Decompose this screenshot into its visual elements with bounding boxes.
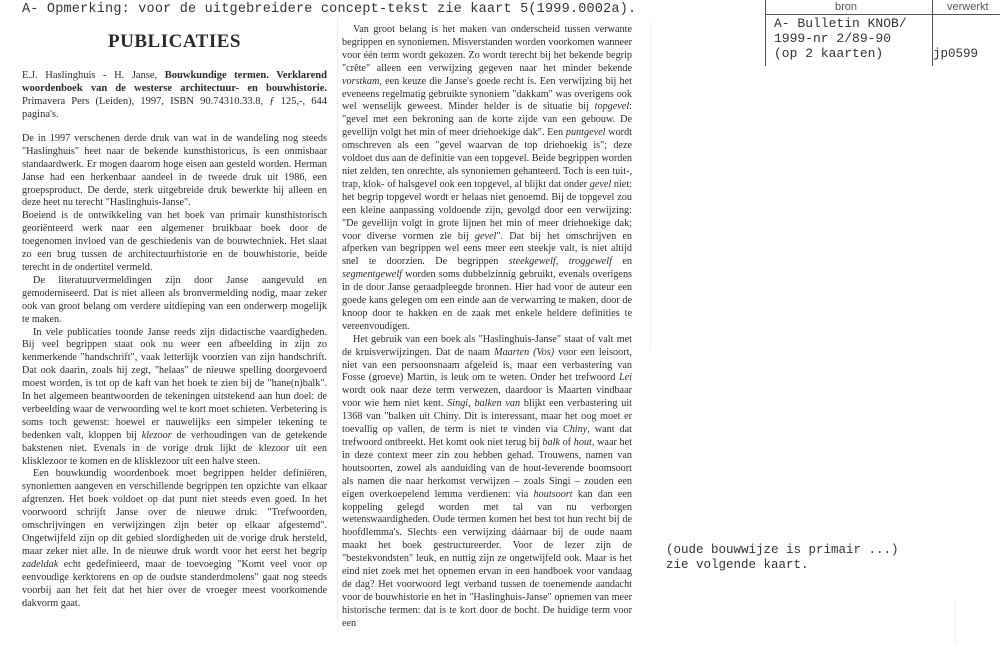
continuation-note <box>666 543 899 573</box>
paragraph-text: De in 1997 verschenen derde druk van wat in de wandeling nog steeds "Haslinghuis" heet naar de bekende kunsthistoricus, is een onmisbaar standaardwerk. Er mogen daarom hoge eisen aan gesteld worden. Herman Janse had een herkenbaar aandeel in de tweede druk uit 1986, een groepsproduct. De derde, sterk uitgebreide druk bewerkte hij alleen en deze heet nu terecht "Haslinghuis-Janse". <box>22 132 327 209</box>
card-edge <box>955 600 956 645</box>
paragraph-text: worden soms dubbelzinnig gebruikt, evenals overigens in de door Janse geraadpleegde bronnen. Hier had voor de auteur een goede kans gelegen om een einde aan de verwarring te maken, door de knoop door te hakken en de zaak met enkele heldere definities te vereenvoudigen. <box>342 269 632 332</box>
clipping-divider <box>337 18 338 620</box>
paragraph-text: kan dan een koppeling gelegd worden met tal van nu verborgen wetenswaardigheden. Oude termen komen het best tot hun recht bij de hoofdlemma's. Slechts een verwijzing dáárnaar bij de oude naam maakt het boek gestructureerder. Voor de lezer zijn de "bestekvondsten" leuk, en nuttig zijn ze ongetwijfeld ook. Maar is het eind niet zoek met het opnemen ervan in een handboek voor vandaag de dag? Het voorwoord legt verband tussen de toenemende aandacht voor de bouwhistorie en het in "Haslinghuis-Janse" opnemen van meer historische termen: dat is te kort door de bocht. De huidige term voor een <box>342 488 632 629</box>
paragraph-text: blijkt een verbastering uit 1368 van "balken uit Chiny. Dit is interessant, maar het oog moet er toevallig op vallen, de term is niet te vinden via <box>342 398 632 436</box>
column-header-verwerkt: verwerkt <box>947 1 989 13</box>
article-paragraph <box>22 468 327 610</box>
citation-price-pages: 125,-, 644 pagina's. <box>22 95 327 120</box>
processed-code: jp0599 <box>933 47 979 61</box>
source-line: 1999-nr 2/89-90 <box>774 31 892 46</box>
citation-currency: ƒ <box>269 95 275 107</box>
italic-term: vorstkam <box>342 75 380 87</box>
section-title: PUBLICATIES <box>108 31 241 52</box>
paragraph-text: Een bouwkundig woordenboek moet begrippen helder definiëren, synoniemen aangeven en verschillende begrippen ten opzichte van elkaar afgrenzen. Het boek voldoet op dat punt niet steeds even goed. In het voorwoord schrijft Janse over de nieuwe druk: "Trefwoorden, omschrijvingen en verwijzingen zijn beter op elkaar afgestemd". Ongetwijfeld zijn op dit gebied slordigheden uit de vorige druk hersteld, maar zeker niet alle. In de nieuwe druk wordt voor het eerst het begrip <box>22 468 327 557</box>
italic-term: Chiny <box>562 424 588 436</box>
citation-publisher: Primavera Pers (Leiden), 1997, ISBN 90.74310.33.8, <box>22 95 270 107</box>
article-column-middle <box>342 24 632 631</box>
paragraph-text: wordt omschreven als een "gevel waarvan de top driehoekig is"; deze voldoet dus aan de definitie van een topgevel. Beide begrippen worden niet zelden, ten onrechte, als synoniemen gehanteerd. Toch is een tuit-, trap, klok- of halsgevel ook een topgevel, al blijkt dat onder <box>342 127 632 190</box>
paragraph-text: , een keuze die Janse's goede recht is. Een verwijzing bij het eveneens regelmatig gebruikte synoniem "dakkam" was overigens ook wel wenselijk geweest. Minder helder is de situatie bij <box>342 75 632 113</box>
article-body-left <box>22 133 327 611</box>
source-reference <box>774 16 907 61</box>
source-line: A- Bulletin KNOB/ <box>774 16 907 31</box>
article-paragraph <box>342 334 632 631</box>
card-header-note: A- Opmerking: voor de uitgebreidere concept-tekst zie kaart 5(1999.0002a). <box>22 2 637 17</box>
article-column-left <box>22 30 327 610</box>
citation-authors: E.J. Haslinghuis - H. Janse, <box>22 69 165 81</box>
note-line: (oude bouwwijze is primair ...) <box>666 543 899 557</box>
paragraph-text: Boeiend is de ontwikkeling van het boek van primair kunsthistorisch georiënteerd werk naar een algemener bruikbaar boek door de toegenomen invloed van de geschiedenis van de bouwtechniek. Het slaat zo een brug tussen de architectuurhistorie en de bouwhistorie, beide terecht in de ondertitel vermeld. <box>22 210 327 273</box>
paragraph-text: echt gedefinieerd, maar de toevoeging "Komt veel voor op eenvoudige kerktorens en op de oudste standerdmolens" gaat nog steeds voorbij aan het feit dat het hier over de vroeger meest voorkomende dakvorm gaat. <box>22 558 327 609</box>
italic-term: steekgewelf, troggewelf <box>508 256 612 268</box>
italic-term: hout <box>573 437 592 448</box>
article-paragraph <box>22 133 327 210</box>
paragraph-text: De literatuurvermeldingen zijn door Janse aangevuld en gemoderniseerd. Dat is niet alleen als bronvermelding nodig, maar zeker ook van groot belang om verdere uitdieping van een onderwerp mogelijk te maken. <box>22 274 327 325</box>
paragraph-text: voor een leisoort, niet van een persoonsnaam afgeleid is, maar een verbastering van Fosse (groeve) Martin, is leuk om te weten. Onder het trefwoord <box>342 346 632 384</box>
italic-term: Singi, balken van <box>447 398 521 410</box>
paragraph-text: : "gevel met een bekroning aan de korte zijde van een gebouw. De gevellijn volgt het min of meer driehoekige dak". Een <box>342 101 632 139</box>
paragraph-text: Het gebruik van een boek als "Haslinghuis-Janse" staat of valt met de kruisverwijzingen. Dat de naam <box>342 333 632 358</box>
paragraph-text: Van groot belang is het maken van onderscheid tussen verwante begrippen en synoniemen. Misverstanden worden voorkomen wanneer voor één term wordt gekozen. Zo wordt terecht bij het bekende begrip "crête" alleen een verwijzing gegeven naar het minder bekende <box>342 24 632 74</box>
paragraph-text: , waar het in deze context meer zin zou hebben gehad. Trouwens, namen van houtsoorten, zowel als aanduiding van de hout-leverende boomsoort als namen die naar herkomst verwijzen – zoals Singi – zouden een eigen overkoepelend lemma verdienen: via <box>342 437 632 500</box>
article-paragraph <box>342 24 632 334</box>
citation-title: Bouwkundige termen. Verklarend woordenboek van de westerse architectuur- en bouwhistorie. <box>22 69 327 94</box>
article-paragraph <box>22 327 327 469</box>
paragraph-text: de verhoudingen van de getekende bakstenen niet. Evenals in de vorige druk lijkt de klezoor uit een klisklezoor te komen en de klisklezoor uit een halve steen. <box>22 429 327 467</box>
source-line: (op 2 kaarten) <box>774 46 884 61</box>
italic-term: Lei <box>618 372 632 384</box>
italic-term: klezoor <box>141 429 172 441</box>
italic-term: segmentgewelf <box>342 269 402 281</box>
paragraph-text: , want dat trefwoord ontbreekt. Het komt ook niet terug bij <box>342 424 632 448</box>
italic-term: balk <box>542 437 560 448</box>
italic-term: Maarten (Vos) <box>494 346 555 358</box>
italic-term: gevel <box>474 230 497 242</box>
paragraph-text: of <box>559 437 574 448</box>
paragraph-text: wordt ook naar deze term verwezen, daardoor is Maarten vindbaar voor wie hem niet kent. <box>342 385 632 410</box>
column-header-bron: bron <box>835 1 858 13</box>
italic-term: gevel <box>589 178 612 190</box>
article-paragraph <box>22 275 327 327</box>
article-body-middle <box>342 24 632 631</box>
italic-term: topgevel <box>594 101 630 113</box>
article-paragraph <box>22 210 327 275</box>
note-line: zie volgende kaart. <box>666 558 809 572</box>
source-table <box>765 0 1000 66</box>
paragraph-text: en <box>611 256 632 268</box>
italic-term: puntgevel <box>565 127 606 139</box>
paragraph-text: niet: het begrip topgevel wordt er helaas niet genoemd. Bij de topgevel zou een kleine aanpassing voldoende zijn, gevolgd door een verwijzing: "De gevellijn volgt in grote lijnen het min of meer driehoekige dak; voor diverse vormen zie bij <box>342 178 632 242</box>
table-left-border <box>765 0 766 66</box>
table-header-divider <box>765 14 1000 15</box>
paragraph-text: In vele publicaties toonde Janse reeds zijn didactische vaardigheden. Bij veel begrippen staat ook nu weer een afbeelding in zijn zo kenmerkende "handschrift", vaak letterlijk voorzien van zijn handschrift. Dat ook daarin, zoals hij zegt, "helaas" de nieuwe spelling doorgevoerd moest worden, is tot op de kaft van het boek te zien bij de "hane(n)balk". In het algemeen beantwoorden de tekeningen uitstekend aan hun doel: de verbeelding waar de verwoording wel te kort moet schieten. Verbetering is soms toch gewenst: hoewel er nauwelijks een simpeler tekening te bedenken valt, kloppen bij <box>22 326 327 441</box>
book-citation <box>22 69 327 121</box>
italic-term: houtsoort <box>533 488 573 500</box>
paragraph-text: ". Dat bij het omschrijven en afperken van begrippen wel eens meer een steekje valt, is niet altijd snel te doorzien. De begrippen <box>342 230 632 268</box>
italic-term: zadeldak <box>22 558 59 570</box>
clipping-edge <box>650 20 651 350</box>
